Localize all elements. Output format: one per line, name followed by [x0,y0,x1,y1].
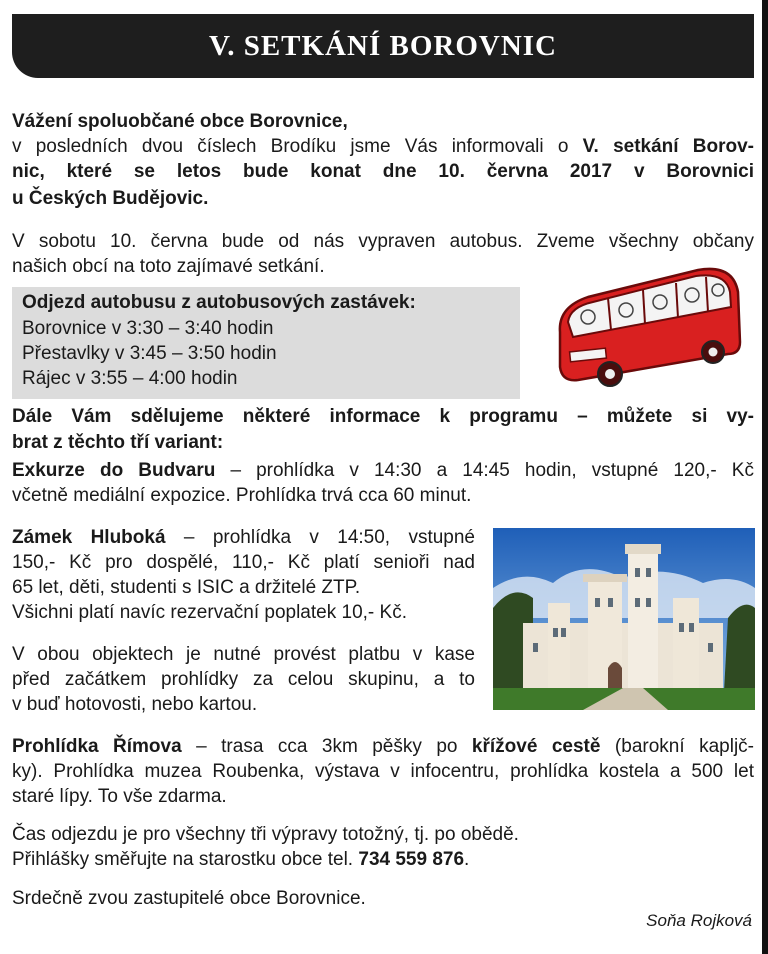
bus-info-line-1: V sobotu 10. června bude od nás vypraven autobus. Zveme všechny občany [12,231,754,252]
budvar-title: Exkurze do Budvaru [12,460,216,481]
schedule-box [12,287,520,399]
intro-line-2: nic, které se letos bude konat dne 10. června 2017 v Borovnici [12,161,754,182]
payment-line-3: v buď hotovosti, nebo kartou. [12,694,258,715]
closing-line: Srdečně zvou zastupitelé obce Borovnice. [12,888,366,909]
hluboka-line-4: Všichni platí navíc rezervační poplatek 10,- Kč. [12,602,407,623]
bus-illustration [548,262,748,397]
departure-line-1: Čas odjezdu je pro všechny tři výpravy totožný, tj. po obědě. [12,824,519,845]
program-intro-line-2: brat z těchto tří variant: [12,432,224,453]
hluboka-line-3: 65 let, děti, studenti s ISIC a držitelé ZTP. [12,577,361,598]
schedule-stop: Rájec v 3:55 – 4:00 hodin [22,368,238,389]
header-banner [12,14,754,78]
program-intro-line-1: Dále Vám sdělujeme některé informace k programu – můžete si vy- [12,406,754,427]
budvar-text: – prohlídka v 14:30 a 14:45 hodin, vstupné 120,- Kč [215,460,754,481]
hluboka-line-2: 150,- Kč pro dospělé, 110,- Kč platí senioři nad [12,552,475,573]
intro-line-3: u Českých Budějovic. [12,188,209,209]
schedule-stop: Přestavlky v 3:45 – 3:50 hodin [22,343,277,364]
payment-line-1: V obou objektech je nutné provést platbu v kase [12,644,475,665]
departure-text: Přihlášky směřujte na starostku obce tel. [12,849,359,870]
schedule-title: Odjezd autobusu z autobusových zastávek: [22,292,416,313]
signature: Soňa Rojková [646,911,752,930]
rimov-line-2: ky). Prohlídka muzea Roubenka, výstava v infocentru, prohlídka kostela a 500 let [12,761,754,782]
budvar-line-1 [12,459,754,483]
rimov-line-1 [12,735,754,759]
intro-text: v posledních dvou číslech Brodíku jsme Vás informovali o [12,136,583,157]
rimov-text: – trasa cca 3km pěšky po [181,736,472,757]
rimov-title: Prohlídka Římova [12,736,182,757]
departure-line-2 [12,848,469,872]
departure-period: . [464,849,470,870]
payment-line-2: před začátkem prohlídky za celou skupinu, a to [12,669,475,690]
bus-info-line-2: našich obcí na toto zajímavé setkání. [12,256,325,277]
hluboka-title: Zámek Hluboká [12,527,166,548]
intro-line-1 [12,135,754,159]
page-edge-bar [762,0,768,954]
hluboka-line-1 [12,526,475,550]
castle-photo [493,528,755,710]
phone-number: 734 559 876 [358,849,465,870]
hluboka-text: – prohlídka v 14:50, vstupné [165,527,475,548]
rimov-text-end: (barokní kapljč- [600,736,754,757]
greeting: Vážení spoluobčané obce Borovnice, [12,111,348,132]
schedule-stop: Borovnice v 3:30 – 3:40 hodin [22,318,274,339]
page-title: V. SETKÁNÍ BOROVNIC [208,29,557,62]
rimov-line-3: staré lípy. To vše zdarma. [12,786,227,807]
budvar-line-2: včetně mediální expozice. Prohlídka trvá cca 60 minut. [12,485,472,506]
rimov-bold-text: křížové cestě [471,736,601,757]
intro-bold-text: V. setkání Borov- [582,136,755,157]
